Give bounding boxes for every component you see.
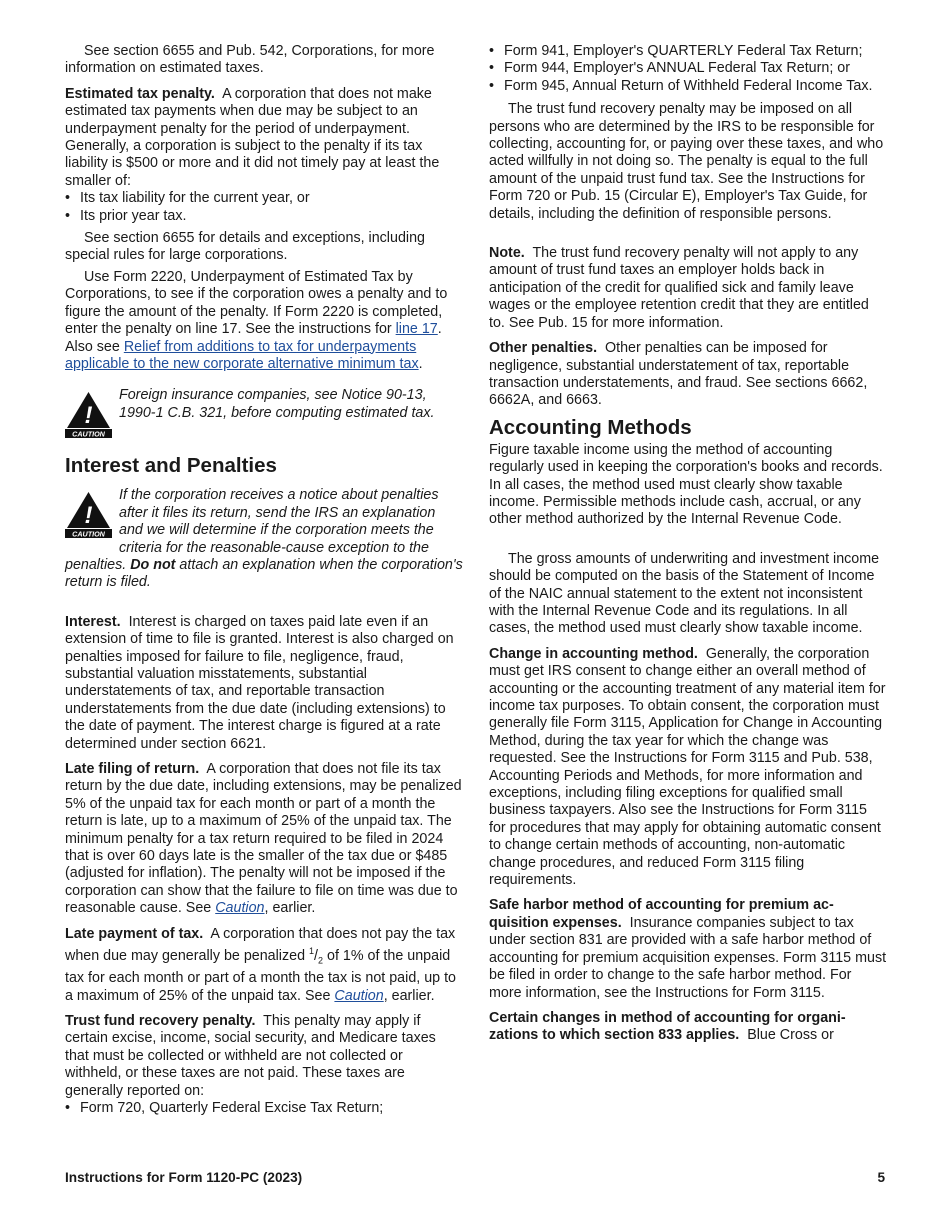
footer-title: Instructions for Form 1120-PC (2023) (65, 1170, 303, 1185)
paragraph-trust-fund: Trust fund recovery penalty. This penalty may apply if certain excise, income, social security, and Medicare taxes that must be collected or withheld are not collected or withheld, or these taxes are not paid. These taxes are generally reported on: (65, 1012, 436, 1099)
run-in-heading: Late filing of return. (65, 761, 200, 777)
run-in-heading: Change in accounting method. (489, 645, 698, 662)
run-in-heading: Estimated tax penalty. (65, 85, 215, 102)
caution-icon (65, 490, 112, 538)
paragraph: The trust fund recovery penalty may be imposed on all persons who are determined by the IRS to be responsible for collecting, accounting for, or paying over these taxes, and who acted willfully in not doing so. The penalty is equal to the full amount of the unpaid trust fund tax. See the Instructions for Form 720 or Pub. 15 (Circular E), Employer's Tax Guide, for details, including the definition of responsible persons. (489, 101, 884, 222)
paragraph: The gross amounts of underwriting and investment income should be computed on the basis of the Statement of Income of the NAIC annual statement to the extent not inconsistent with the Internal Revenue Code and its regulations. In all cases, the method used must clearly show taxable income. (489, 550, 880, 637)
caution-icon (65, 390, 112, 438)
bullet-item: • Form 944, Employer's ANNUAL Federal Tax Return; or (489, 60, 850, 77)
svg-text:!: ! (84, 502, 93, 530)
run-in-heading: Trust fund recovery penalty. (65, 1012, 256, 1029)
paragraph-interest: Interest. Interest is charged on taxes paid late even if an extension of time to file is granted. Interest is also charged on penalties imposed for failure to file, negligence, fraud, substantial valuation misstatements, substantial understatements of tax, and reportable transaction understatements from the due date (including extensions) to the date of payment. The interest charge is figured at a rate determined under section 6621. (65, 613, 454, 752)
bullet-item: • Form 941, Employer's QUARTERLY Federal Tax Return; (489, 43, 863, 59)
bullet-item: • Its prior year tax. (65, 207, 187, 224)
paragraph-certain-changes: Certain changes in method of accounting for organi-zations to which section 833 applies. Blue Cross or (489, 1009, 846, 1044)
svg-text:CAUTION: CAUTION (72, 429, 105, 439)
paragraph-estimated-tax-penalty: Estimated tax penalty. A corporation that does not make estimated tax payments when due may be subject to an underpayment penalty for the period of underpayment. Generally, a corporation is subject to the penalty if its tax liability is $500 or more and it did not timely pay at least the smaller of: (65, 85, 440, 189)
run-in-heading: Certain changes in method of accounting for organi-zations to which section 833 applies. (489, 1009, 846, 1044)
caution-link[interactable]: Caution (334, 987, 384, 1004)
run-in-heading: Late payment of tax. (65, 925, 204, 942)
paragraph-change-accounting: Change in accounting method. Generally, the corporation must get IRS consent to change either an overall method of accounting or the accounting treatment of any material item for income tax purposes. To obtain consent, the corporation must generally file Form 3115, Application for Change in Accounting Method, during the tax year for which the change was requested. See the Instructions for Form 3115 and Pub. 538, Accounting Periods and Methods, for more information and exceptions, including filing exceptions for qualified small business taxpayers. Also see the Instructions for Form 3115 for procedures that may apply for obtaining automatic consent to change certain methods of accounting, non-automatic change procedures, and reduced Form 3115 filing requirements. (489, 645, 886, 889)
bullet-icon: • (489, 77, 495, 94)
caution-text: Foreign insurance companies, see Notice 90-13, 1990-1 C.B. 321, before computing estimated tax. (119, 387, 435, 421)
run-in-heading: Other penalties. (489, 340, 598, 357)
svg-text:!: ! (84, 402, 93, 430)
bullet-icon: • (65, 1099, 71, 1116)
paragraph: See section 6655 and Pub. 542, Corporations, for more information on estimated taxes. (65, 43, 435, 77)
paragraph-form-2220: Use Form 2220, Underpayment of Estimated Tax by Corporations, to see if the corporation owes a penalty and to figure the amount of the penalty. If Form 2220 is completed, enter the penalty on line 17. See the instructions for line 17. Also see Relief from additions to tax for underpayments applicable to the new corporate alternative minimum tax. (65, 268, 448, 372)
page-footer (65, 1169, 885, 1186)
page-number: 5 (877, 1170, 885, 1185)
svg-text:CAUTION: CAUTION (72, 529, 105, 539)
bullet-icon: • (65, 207, 71, 224)
paragraph-late-filing: Late filing of return. A corporation that does not file its tax return by the due date, including extensions, may be penalized 5% of the unpaid tax for each month or part of a month the return is late, up to a maximum of 25% of the unpaid tax. The minimum penalty for a tax return required to be filed in 2024 that is over 60 days late is the smaller of the tax due or $485 (adjusted for inflation). The penalty will not be imposed if the corporation can show that the failure to file on time was due to reasonable cause. See Caution, earlier. (65, 761, 462, 917)
run-in-heading: Note. (489, 245, 525, 262)
caution-link[interactable]: Caution (215, 900, 265, 917)
run-in-heading: Interest. (65, 613, 121, 630)
line-17-link[interactable]: line 17 (395, 321, 438, 338)
caution-note-foreign-insurance (65, 387, 463, 440)
paragraph: Figure taxable income using the method of accounting regularly used in keeping the corporation's books and records. In all cases, the method used must clearly show taxable income. Permissible methods include cash, accrual, or any other method authorized by the Internal Revenue Code. (489, 441, 883, 528)
section-heading-accounting-methods: Accounting Methods (489, 415, 692, 439)
paragraph-safe-harbor: Safe harbor method of accounting for premium ac-quisition expenses. Insurance companies subject to tax under section 831 are provided with a safe harbor method of accounting for premium acquisition expenses. Form 3115 must be filed in order to change to the safe harbor method. For more information, see the Instructions for Form 3115. (489, 897, 887, 1001)
caution-note-penalties (65, 487, 463, 591)
bullet-icon: • (489, 43, 495, 59)
paragraph-late-payment: Late payment of tax. A corporation that does not pay the tax when due may generally be penalized $^1/_2$ of 1% of the unpaid tax for each month or part of a month the tax is not paid, up to a maximum of 25% of the unpaid tax. See Caution, earlier. (65, 925, 457, 1004)
section-heading-interest-penalties: Interest and Penalties (65, 454, 277, 478)
paragraph-other-penalties: Other penalties. Other penalties can be imposed for negligence, substantial understatement of tax, reportable transaction understatements, and fraud. See sections 6662, 6662A, and 6663. (489, 340, 868, 409)
bullet-item: • Its tax liability for the current year, or (65, 190, 310, 207)
paragraph: See section 6655 for details and exceptions, including special rules for large corporations. (65, 230, 425, 264)
caution-text: If the corporation receives a notice about penalties after it files its return, send the IRS an explanation and we will determine if the corporation meets the criteria for the reasonable-cause exception to the penalties. Do not attach an explanation when the corporation's return is filed. (65, 487, 463, 591)
bullet-icon: • (489, 60, 495, 77)
paragraph-note: Note. The trust fund recovery penalty will not apply to any amount of trust fund taxes an employer holds back in anticipation of the credit for qualified sick and family leave wages or the employee retention credit that they are entitled to. See Pub. 15 for more information. (489, 245, 869, 331)
right-column (489, 43, 887, 1045)
bullet-item: • Form 720, Quarterly Federal Excise Tax Return; (65, 1099, 384, 1116)
bullet-item: • Form 945, Annual Return of Withheld Federal Income Tax. (489, 77, 873, 94)
relief-additions-link[interactable]: Relief from additions to tax for underpayments applicable to the new corporate alternative minimum tax (65, 338, 419, 372)
left-column (65, 43, 463, 1117)
run-in-heading: Safe harbor method of accounting for premium ac-quisition expenses. (489, 897, 834, 931)
bullet-icon: • (65, 190, 71, 207)
